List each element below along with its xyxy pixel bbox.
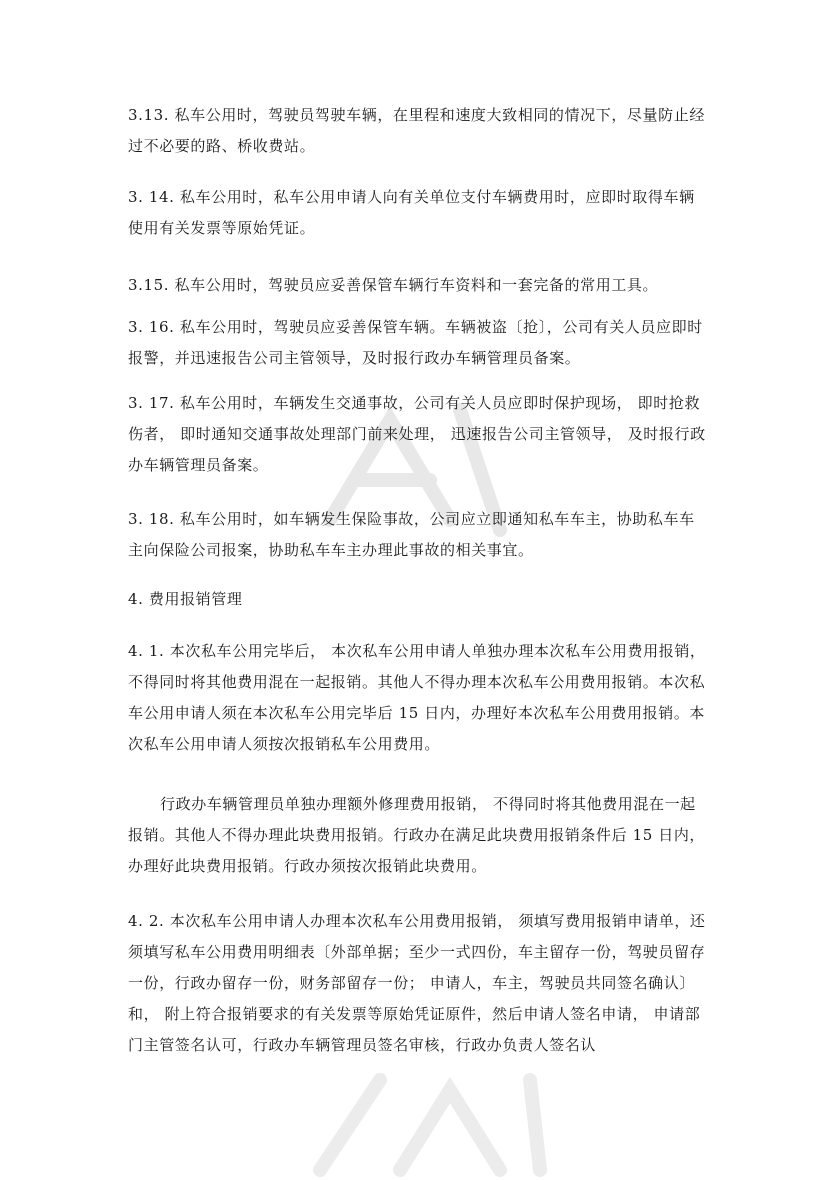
paragraph-3-13: 3.13. 私车公用时，驾驶员驾驶车辆，在里程和速度大致相同的情况下，尽量防止经过不必要的路、桥收费站。 (128, 106, 705, 155)
paragraph-4-1: 4. 1. 本次私车公用完毕后， 本次私车公用申请人单独办理本次私车公用费用报销，不得同时将其他费用混在一起报销。其他人不得办理本次私车公用费用报销。本次私车公用申请人须在本次私车公用完毕后 15 日内，办理好本次私车公用费用报销。本次私车公用申请人须按次报销私车公用费用。 (128, 642, 706, 753)
paragraph-4-1-continued: 行政办车辆管理员单独办理额外修理费用报销， 不得同时将其他费用混在一起报销。其他人不得办理此块费用报销。行政办在满足此块费用报销条件后 15 日内，办理好此块费用报销。行政办须按次报销此块费用。 (128, 795, 706, 875)
paragraph-3-17: 3. 17. 私车公用时，车辆发生交通事故，公司有关人员应即时保护现场， 即时抢救伤者， 即时通知交通事故处理部门前来处理， 迅速报告公司主管领导， 及时报行政办车辆管理员备案。 (128, 394, 706, 474)
section-heading-4: 4. 费用报销管理 (128, 590, 243, 608)
paragraph-4-2: 4. 2. 本次私车公用申请人办理本次私车公用费用报销， 须填写费用报销申请单，还须填写私车公用费用明细表〔外部单据；至少一式四份，车主留存一份，驾驶员留存一份，行政办留存一份，财务部留存一份； 申请人，车主，驾驶员共同签名确认〕和， 附上符合报销要求的有关发票等原始凭证原件，然后申请人签名申请， 申请部门主管签名认可，行政办车辆管理员签名审核，行政办负责人签名认 (128, 912, 706, 1054)
paragraph-3-14: 3. 14. 私车公用时，私车公用申请人向有关单位支付车辆费用时，应即时取得车辆使用有关发票等原始凭证。 (128, 188, 695, 237)
paragraph-3-18: 3. 18. 私车公用时，如车辆发生保险事故，公司应立即通知私车车主，协助私车车主向保险公司报案，协助私车车主办理此事故的相关事宜。 (128, 510, 695, 559)
paragraph-3-15: 3.15. 私车公用时，驾驶员应妥善保管车辆行车资料和一套完备的常用工具。 (128, 276, 659, 294)
watermark-graphic-bottom (300, 1060, 560, 1180)
paragraph-3-16: 3. 16. 私车公用时，驾驶员应妥善保管车辆。车辆被盗〔抢〕，公司有关人员应即时报警，并迅速报告公司主管领导，及时报行政办车辆管理员备案。 (128, 318, 703, 367)
